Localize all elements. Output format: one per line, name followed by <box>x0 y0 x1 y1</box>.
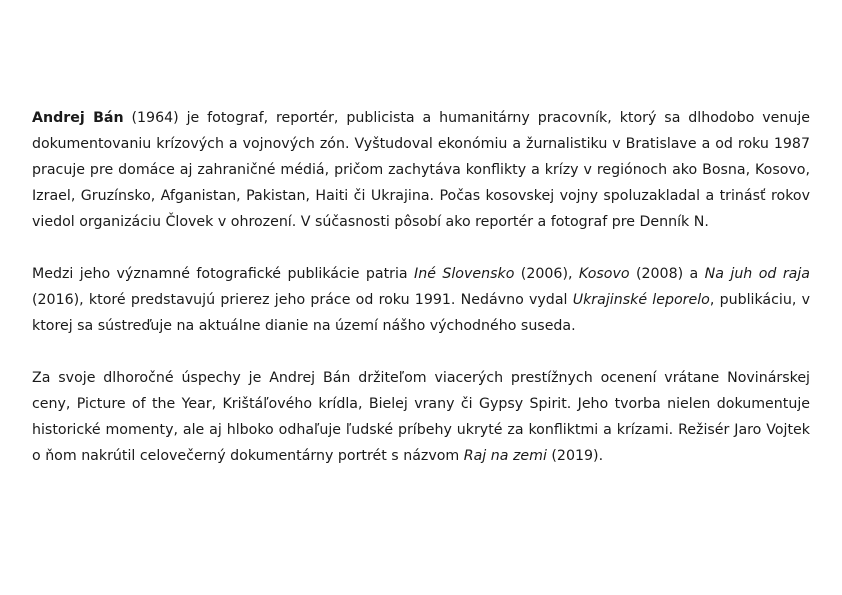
biography-text <box>32 105 810 495</box>
publications-text-5: , publikáciu, v ktorej sa sústreďuje na aktuálne dianie na území nášho východného suseda. <box>32 292 811 334</box>
paragraph-awards <box>32 365 810 469</box>
publications-text-1: Medzi jeho významné fotografické publikácie patria <box>32 266 415 282</box>
publication-title-na-juh-od-raja: Na juh od raja <box>704 266 810 282</box>
film-title-raj-na-zemi: Raj na zemi <box>463 448 547 464</box>
publication-title-kosovo: Kosovo <box>578 266 630 282</box>
awards-text-2: (2019). <box>546 448 604 464</box>
publication-title-ine-slovensko: Iné Slovensko <box>414 266 515 282</box>
intro-text: (1964) je fotograf, reportér, publicista a humanitárny pracovník, ktorý sa dlhodobo venuje dokumentovaniu krízových a vojnových zón. Vyštudoval ekonómiu a žurnalistiku v Bratislave a od roku 1987 pracuje pre domáce aj zahraničné médiá, pričom zachytáva konflikty a krízy v regiónoch ako Bosna, Kosovo, Izrael, Gruzínsko, Afganistan, Pakistan, Haiti či Ukrajina. Počas kosovskej vojny spoluzakladal a trinásť rokov viedol organizáciu Človek v ohrození. V súčasnosti pôsobí ako reportér a fotograf pre Denník N. <box>32 110 810 230</box>
publication-title-ukrajinske-leporelo: Ukrajinské leporelo <box>572 292 710 308</box>
author-name: Andrej Bán <box>32 110 124 126</box>
publications-text-4: (2016), ktoré predstavujú prierez jeho práce od roku 1991. Nedávno vydal <box>32 292 573 308</box>
paragraph-intro <box>32 105 810 235</box>
paragraph-publications <box>32 261 810 339</box>
publications-text-2: (2006), <box>514 266 579 282</box>
awards-text-1: Za svoje dlhoročné úspechy je Andrej Bán držiteľom viacerých prestížnych ocenení vrátane Novinárskej ceny, Picture of the Year, Krištáľového krídla, Bielej vrany či Gypsy Spirit. Jeho tvorba nielen dokumentuje historické momenty, ale aj hlboko odhaľuje ľudské príbehy ukryté za konfliktmi a krízami. Režisér Jaro Vojtek o ňom nakrútil celovečerný dokumentárny portrét s názvom <box>32 370 810 464</box>
publications-text-3: (2008) a <box>629 266 705 282</box>
